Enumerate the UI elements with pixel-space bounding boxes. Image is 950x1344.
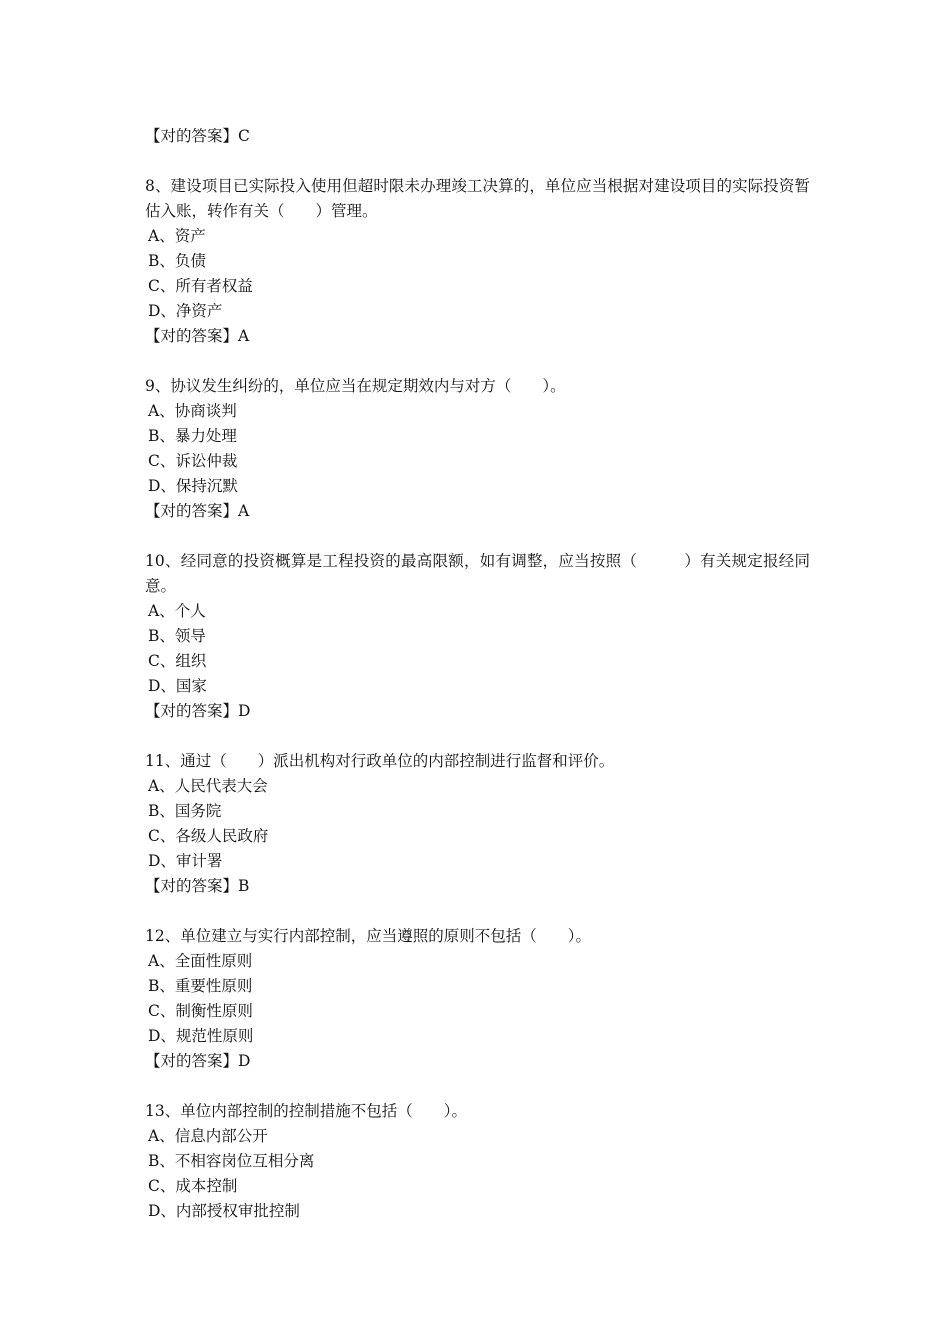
document-content: [145, 124, 810, 1224]
option-a: A、协商谈判: [148, 402, 237, 420]
option-a: A、个人: [148, 602, 206, 620]
option-d: D、保持沉默: [148, 477, 238, 495]
option-a: A、全面性原则: [148, 952, 253, 970]
answer-line: 【对的答案】B: [145, 877, 250, 895]
option-b: B、不相容岗位互相分离: [148, 1152, 315, 1170]
answer-line-q7: 【对的答案】C: [145, 127, 250, 145]
question-text-9: 9、协议发生纠纷的，单位应当在规定期效内与对方（ ）。: [145, 377, 566, 395]
option-b: B、暴力处理: [148, 427, 237, 445]
option-a: A、信息内部公开: [148, 1127, 268, 1145]
answer-line: 【对的答案】D: [145, 702, 251, 720]
option-c: C、制衡性原则: [148, 1002, 253, 1020]
option-d: D、审计署: [148, 852, 223, 870]
answer-line: 【对的答案】D: [145, 1052, 251, 1070]
question-block-8: [145, 174, 810, 349]
option-a: A、人民代表大会: [148, 777, 268, 795]
question-block-11: [145, 749, 810, 899]
option-c: C、所有者权益: [148, 277, 253, 295]
question-text-8: 8、建设项目已实际投入使用但超时限未办理竣工决算的，单位应当根据对建设项目的实际投资暂估入账，转作有关（ ）管理。: [145, 177, 810, 220]
option-c: C、组织: [148, 652, 207, 670]
question-text-13: 13、单位内部控制的控制措施不包括（ ）。: [145, 1102, 467, 1120]
option-d: D、国家: [148, 677, 207, 695]
option-c: C、成本控制: [148, 1177, 238, 1195]
option-c: C、诉讼仲裁: [148, 452, 238, 470]
question-block-9: [145, 374, 810, 524]
option-a: A、资产: [148, 227, 206, 245]
option-d: D、净资产: [148, 302, 223, 320]
question-block-10: [145, 549, 810, 724]
option-b: B、负债: [148, 252, 206, 270]
question-text-12: 12、单位建立与实行内部控制，应当遵照的原则不包括（ ）。: [145, 927, 591, 945]
option-d: D、规范性原则: [148, 1027, 254, 1045]
option-c: C、各级人民政府: [148, 827, 269, 845]
question-block-13: [145, 1099, 810, 1224]
option-b: B、国务院: [148, 802, 222, 820]
question-block-12: [145, 924, 810, 1074]
answer-line: 【对的答案】A: [145, 502, 250, 520]
question-text-10: 10、经同意的投资概算是工程投资的最高限额，如有调整，应当按照（ ）有关规定报经同意。: [145, 552, 810, 595]
option-b: B、重要性原则: [148, 977, 253, 995]
option-d: D、内部授权审批控制: [148, 1202, 300, 1220]
answer-line: 【对的答案】A: [145, 327, 250, 345]
option-b: B、领导: [148, 627, 206, 645]
question-text-11: 11、通过（ ）派出机构对行政单位的内部控制进行监督和评价。: [145, 752, 615, 770]
